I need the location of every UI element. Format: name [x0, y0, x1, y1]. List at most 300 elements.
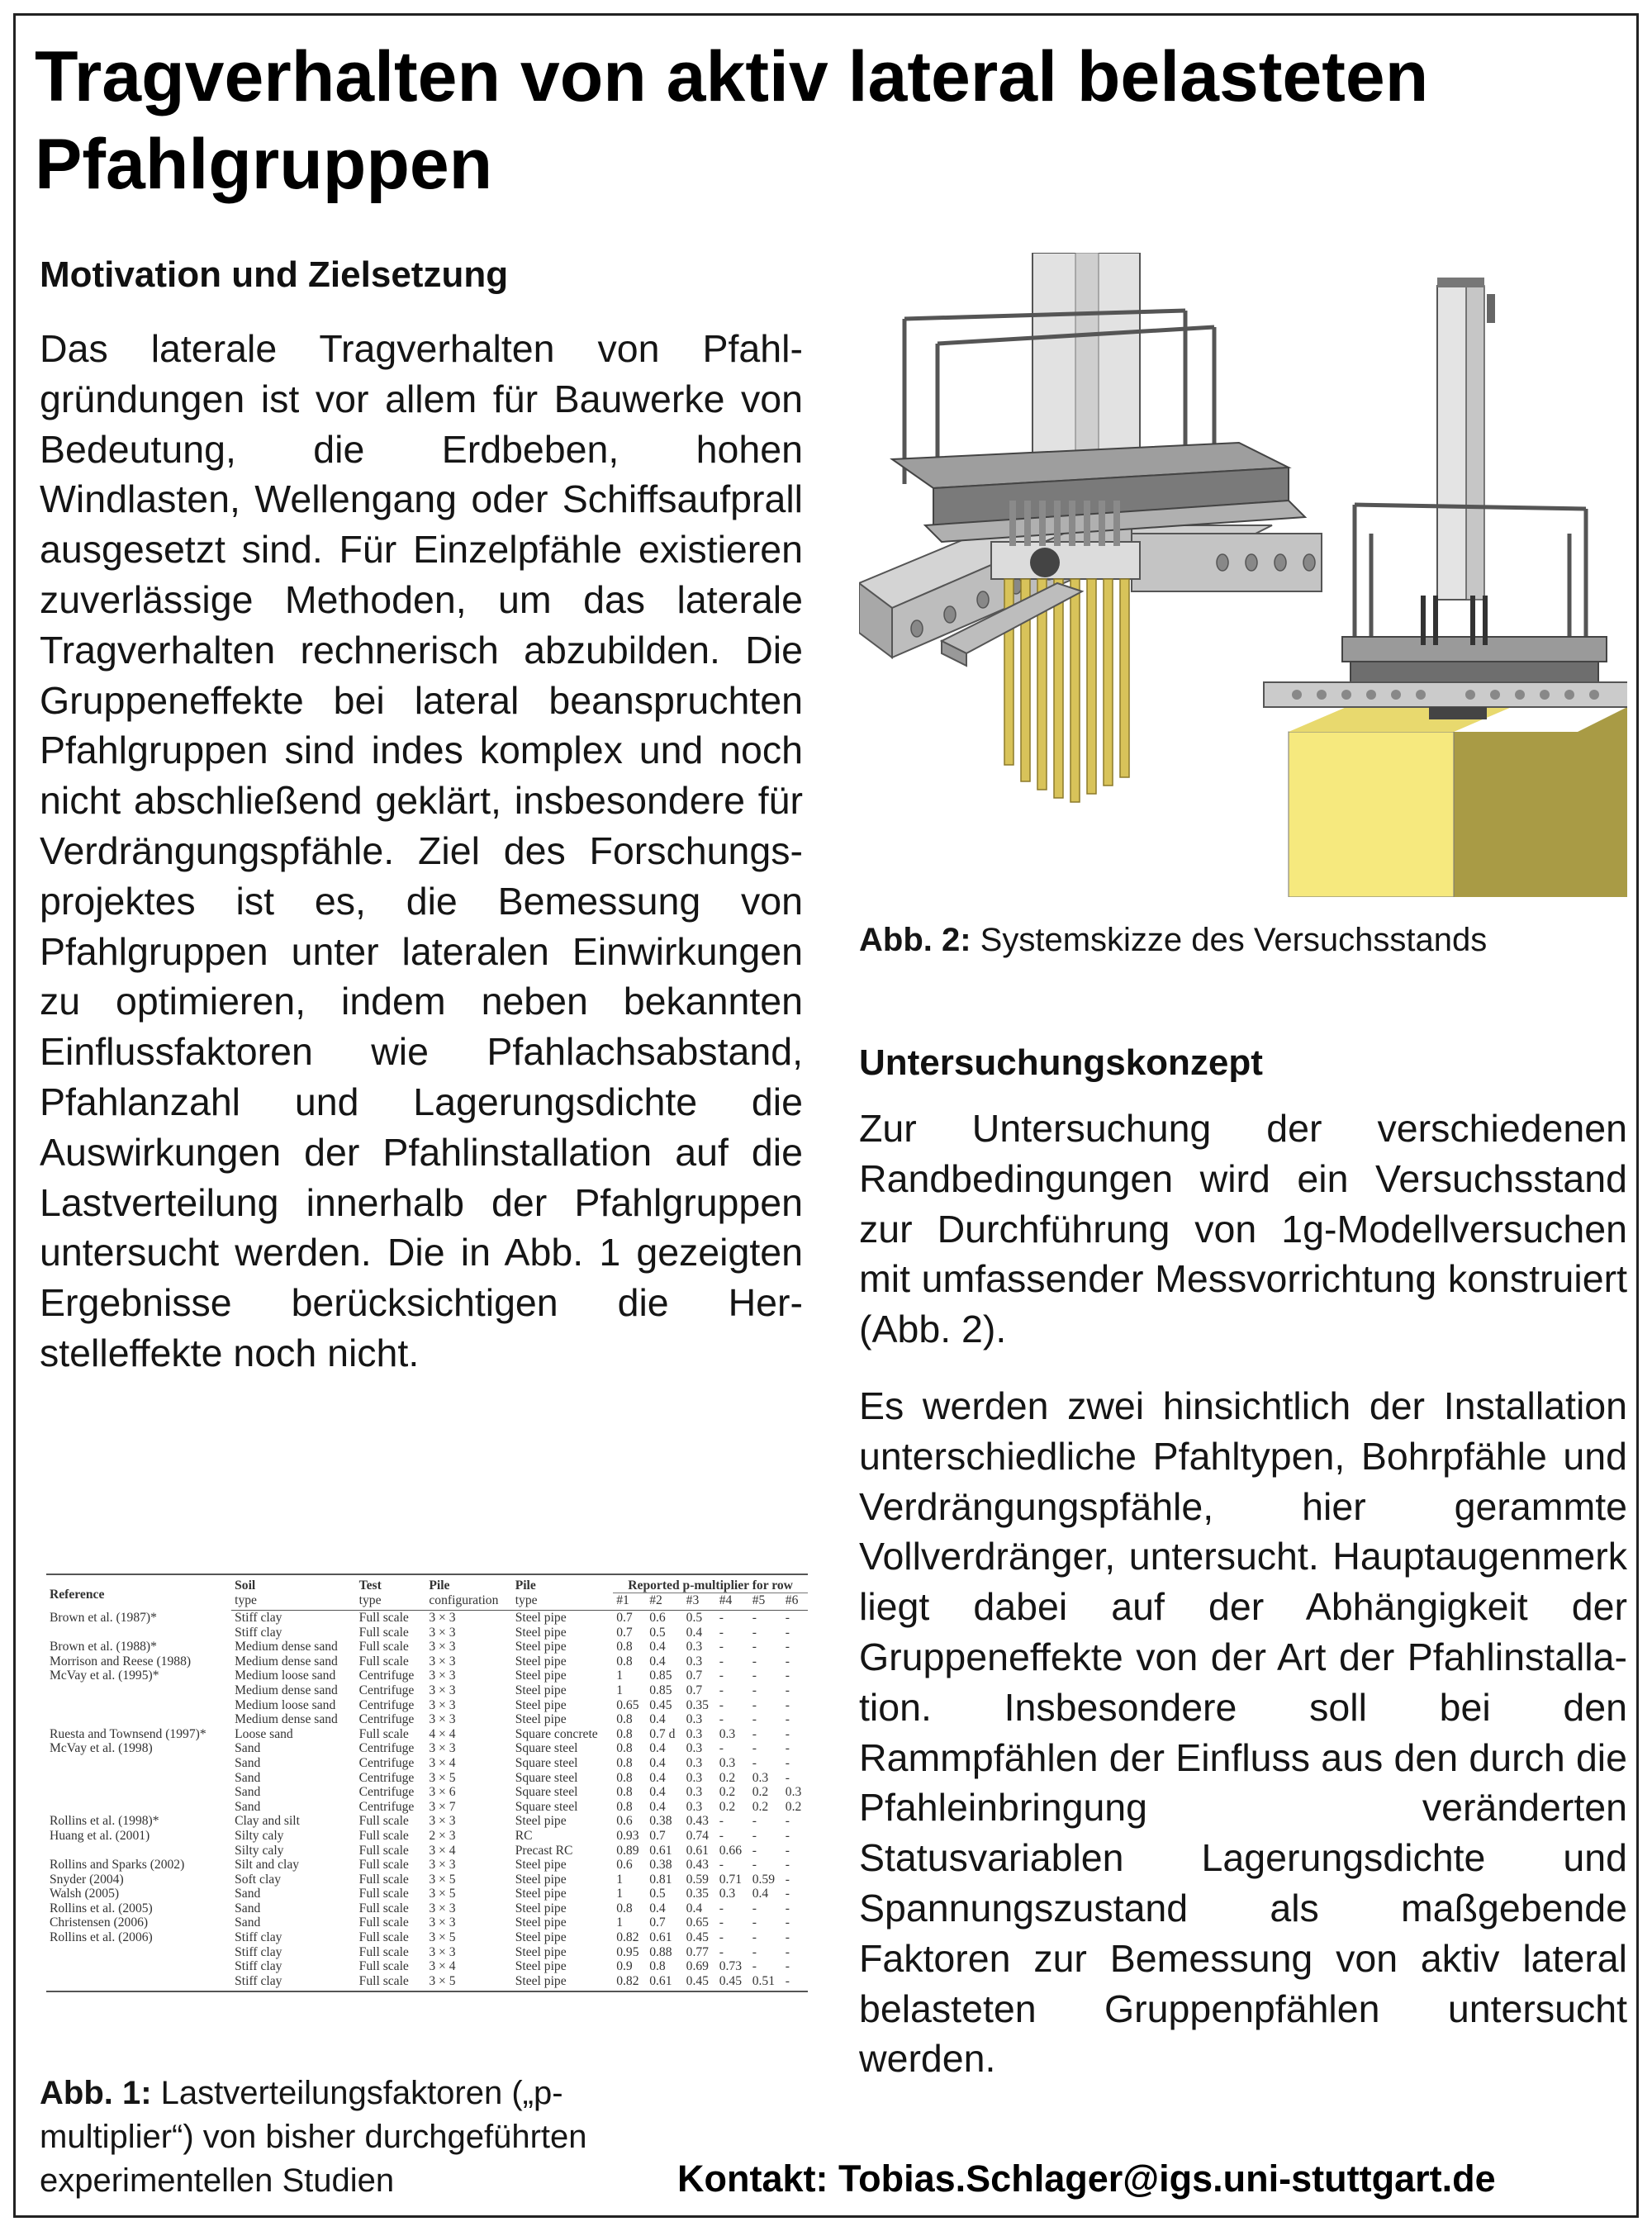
table-cell: Medium loose sand [235, 1697, 336, 1712]
table-cell: 0.8 [616, 1901, 633, 1915]
table-cell: Full scale [358, 1640, 409, 1654]
table-cell: - [719, 1915, 724, 1930]
table-cell: 0.6 [649, 1611, 666, 1625]
figure-1-table [46, 1574, 808, 2061]
table-cell: 0.4 [686, 1625, 703, 1640]
table-cell: - [785, 1887, 790, 1901]
figure-1-label: Abb. 1: [40, 2075, 152, 2111]
table-cell: Square concrete [515, 1726, 598, 1741]
table-cell: Sand [235, 1770, 261, 1785]
col-header-test: Test [356, 1574, 426, 1593]
table-cell: 0.4 [649, 1799, 666, 1814]
table-cell: Rollins et al. (1998)* [50, 1814, 159, 1829]
table-subheader-cell: configuration [425, 1593, 511, 1611]
table-cell: - [719, 1712, 724, 1727]
table-cell: - [785, 1741, 790, 1756]
table-cell: Full scale [358, 1959, 409, 1974]
table-cell: Full scale [358, 1901, 409, 1915]
table-cell [46, 1959, 231, 1974]
table-cell: 3 × 3 [429, 1901, 456, 1915]
table-cell: 3 × 3 [429, 1814, 456, 1829]
table-cell: - [785, 1726, 790, 1741]
right-column [1437, 286, 1470, 600]
table-cell: 0.88 [649, 1944, 672, 1959]
table-cell: Morrison and Reese (1988) [50, 1654, 192, 1669]
page-title: Tragverhalten von aktiv lateral belasteten Pfahlgruppen [35, 37, 1429, 204]
table-cell: Stiff clay [231, 1974, 356, 1992]
table-cell: - [785, 1683, 790, 1697]
table-cell: Stiff clay [235, 1930, 282, 1945]
table-row [46, 1611, 808, 1626]
table-cell: 0.7 [616, 1611, 633, 1625]
table-cell: Centrifuge [358, 1785, 415, 1800]
table-cell: Centrifuge [358, 1741, 415, 1756]
figure-1-caption [40, 2072, 700, 2203]
section-heading-konzept: Untersuchungskonzept [859, 1042, 1263, 1083]
table-cell: 3 × 3 [429, 1858, 456, 1873]
table-cell: Steel pipe [515, 1697, 567, 1712]
table-cell: 0.8 [616, 1741, 633, 1756]
table-row [46, 1858, 808, 1873]
table-cell: Sand [235, 1755, 261, 1770]
table-cell: Full scale [358, 1887, 409, 1901]
table-cell: 0.69 [686, 1959, 709, 1974]
table-cell: Steel pipe [515, 1901, 567, 1915]
table-cell: 0.74 [686, 1828, 709, 1843]
table-cell: 0.2 [785, 1799, 802, 1814]
table-cell: 0.4 [686, 1901, 703, 1915]
table-cell: Silty caly [235, 1828, 284, 1843]
table-row [46, 1654, 808, 1669]
table-cell: - [719, 1930, 724, 1945]
table-cell: 0.7 d [649, 1726, 676, 1741]
table-row [46, 1741, 808, 1756]
table-cell: Sand [235, 1901, 261, 1915]
table-cell: 0.3 [686, 1741, 703, 1756]
table-cell: - [785, 1944, 790, 1959]
table-cell: 0.9 [616, 1959, 633, 1974]
figure-1-caption-text: Lastverteilungsfaktoren („p-multiplier“) von bisher durchgeführten experimentellen Studien [40, 2075, 587, 2199]
table-subheader-cell: #4 [716, 1593, 749, 1611]
table-cell: - [752, 1726, 757, 1741]
table-cell: Full scale [358, 1611, 409, 1625]
col-header-reported: Reported p-multiplier for row [613, 1574, 808, 1593]
table-cell [46, 1712, 231, 1727]
table-cell: - [719, 1640, 724, 1654]
table-cell: Stiff clay [235, 1625, 282, 1640]
table-cell: - [785, 1915, 790, 1930]
table-cell: 0.2 [752, 1799, 769, 1814]
table-cell: 3 × 3 [429, 1654, 456, 1669]
table-cell: - [752, 1858, 757, 1873]
table-cell: 0.65 [686, 1915, 709, 1930]
table-cell: 3 × 5 [429, 1930, 456, 1945]
table-row [46, 1829, 808, 1844]
table-cell: 0.8 [616, 1640, 633, 1654]
table-cell: - [785, 1755, 790, 1770]
table-cell: 1 [616, 1683, 623, 1697]
table-cell: Steel pipe [515, 1683, 567, 1697]
table-cell: Full scale [358, 1915, 409, 1930]
table-cell: 1 [616, 1915, 623, 1930]
table-cell: McVay et al. (1995)* [50, 1669, 159, 1683]
figure-2-caption [859, 919, 1635, 962]
table-cell [46, 1974, 231, 1992]
table-cell: - [752, 1901, 757, 1915]
table-row [46, 1959, 808, 1974]
table-subheader-cell: #1 [613, 1593, 646, 1611]
table-cell: Steel pipe [515, 1930, 567, 1945]
table-cell: Steel pipe [515, 1944, 567, 1959]
table-cell: - [719, 1683, 724, 1697]
table-cell: 3 × 3 [429, 1741, 456, 1756]
table-cell: Centrifuge [358, 1712, 415, 1727]
table-cell: 0.4 [649, 1755, 666, 1770]
table-cell: Steel pipe [515, 1712, 567, 1727]
table-cell: 0.3 [785, 1785, 802, 1800]
table-cell: Centrifuge [358, 1697, 415, 1712]
table-row [46, 1930, 808, 1945]
table-cell: 0.95 [616, 1944, 639, 1959]
table-cell: - [752, 1611, 757, 1625]
table-subheader-cell: #3 [683, 1593, 716, 1611]
table-cell: 0.7 [649, 1915, 666, 1930]
table-cell: - [752, 1640, 757, 1654]
table-row [46, 1727, 808, 1742]
table-cell: 3 × 6 [429, 1785, 456, 1800]
table-row [46, 1873, 808, 1887]
table-cell: - [782, 1974, 808, 1992]
table-cell: Centrifuge [358, 1799, 415, 1814]
table-cell: 0.3 [686, 1799, 703, 1814]
table-cell: - [785, 1654, 790, 1669]
table-cell: Rollins and Sparks (2002) [50, 1858, 185, 1873]
table-cell: Ruesta and Townsend (1997)* [50, 1726, 206, 1741]
table-cell: 0.93 [616, 1828, 639, 1843]
table-cell: - [719, 1625, 724, 1640]
figure-2-drawing [859, 253, 1627, 897]
table-cell: 0.7 [616, 1625, 633, 1640]
table-row [46, 1712, 808, 1727]
table-cell: Loose sand [235, 1726, 293, 1741]
table-cell: Steel pipe [515, 1640, 567, 1654]
figure-2-label: Abb. 2: [859, 922, 971, 958]
table-row [46, 1771, 808, 1786]
table-cell: 0.71 [719, 1872, 742, 1887]
table-cell: - [719, 1901, 724, 1915]
table-cell: - [785, 1770, 790, 1785]
table-cell: 0.85 [649, 1669, 672, 1683]
table-cell: 0.77 [686, 1944, 709, 1959]
table-cell: 0.3 [686, 1640, 703, 1654]
table-row [46, 1698, 808, 1713]
table-cell: 0.8 [616, 1785, 633, 1800]
table-cell: 3 × 4 [429, 1755, 456, 1770]
table-cell: McVay et al. (1998) [50, 1741, 153, 1756]
table-cell: Full scale [358, 1872, 409, 1887]
table-cell: - [752, 1669, 757, 1683]
table-cell: 0.4 [649, 1654, 666, 1669]
table-cell: - [752, 1755, 757, 1770]
table-cell: Full scale [358, 1814, 409, 1829]
table-cell: Centrifuge [358, 1770, 415, 1785]
table-cell: 0.2 [719, 1799, 736, 1814]
table-cell [46, 1800, 231, 1815]
table-cell [46, 1683, 231, 1698]
table-cell: Full scale [356, 1974, 426, 1992]
table-cell: Stiff clay [235, 1959, 282, 1974]
table-row [46, 1844, 808, 1858]
table-cell: Rollins et al. (2006) [50, 1930, 153, 1945]
table-cell: - [719, 1697, 724, 1712]
col-header-soil: Soil [231, 1574, 356, 1593]
table-row [46, 1901, 808, 1916]
table-row [46, 1669, 808, 1683]
table-cell: - [719, 1858, 724, 1873]
table-cell: 4 × 4 [429, 1726, 456, 1741]
table-cell: 3 × 5 [429, 1872, 456, 1887]
table-cell: 0.7 [686, 1669, 703, 1683]
table-cell: 0.2 [752, 1785, 769, 1800]
table-cell: 0.89 [616, 1843, 639, 1858]
table-subheader-cell: type [512, 1593, 614, 1611]
table-cell: - [752, 1712, 757, 1727]
table-cell: - [752, 1625, 757, 1640]
test-rig-sketch [859, 253, 1627, 897]
table-cell: 0.2 [719, 1785, 736, 1800]
table-cell: 0.51 [749, 1974, 782, 1992]
table-cell: 0.45 [716, 1974, 749, 1992]
table-subheader-cell: #2 [646, 1593, 682, 1611]
table-subheader-cell: #6 [782, 1593, 808, 1611]
soil-box-front [1289, 732, 1454, 897]
right-column-side [1466, 286, 1484, 600]
table-cell: Precast RC [515, 1843, 573, 1858]
table-row [46, 1887, 808, 1901]
table-cell: - [752, 1959, 757, 1974]
table-cell: - [785, 1930, 790, 1945]
table-cell: 0.4 [649, 1712, 666, 1727]
table-cell: Walsh (2005) [50, 1887, 120, 1901]
table-cell: Square steel [515, 1799, 578, 1814]
col-header-reference: Reference [46, 1574, 231, 1611]
table-cell [46, 1626, 231, 1640]
table-cell: Full scale [358, 1726, 409, 1741]
table-cell: 3 × 3 [429, 1944, 456, 1959]
table-subheader-cell: type [356, 1593, 426, 1611]
table-row [46, 1626, 808, 1640]
load-cell [1030, 548, 1060, 577]
table-cell: 0.85 [649, 1683, 672, 1697]
table-cell: - [752, 1814, 757, 1829]
table-cell: Silty caly [235, 1843, 284, 1858]
contact-line: Kontakt: Tobias.Schlager@igs.uni-stuttgart.de [677, 2157, 1496, 2200]
table-cell: 0.3 [686, 1770, 703, 1785]
table-cell: 0.82 [613, 1974, 646, 1992]
table-cell: - [719, 1654, 724, 1669]
table-body [46, 1611, 808, 1992]
table-cell: Sand [235, 1785, 261, 1800]
table-cell: 0.4 [649, 1741, 666, 1756]
table-row [46, 1785, 808, 1800]
table-cell: Sand [235, 1887, 261, 1901]
table-cell: Medium dense sand [235, 1654, 338, 1669]
table-cell: 0.81 [649, 1872, 672, 1887]
table-cell: Steel pipe [515, 1654, 567, 1669]
table-cell: 0.3 [719, 1726, 736, 1741]
table-cell: - [752, 1741, 757, 1756]
table-cell: 0.3 [686, 1654, 703, 1669]
table-cell: Brown et al. (1988)* [50, 1640, 157, 1654]
table-cell: 2 × 3 [429, 1828, 456, 1843]
table-cell: 0.61 [649, 1843, 672, 1858]
table-cell: 0.3 [686, 1755, 703, 1770]
table-cell: - [752, 1697, 757, 1712]
table-cell: 3 × 3 [429, 1625, 456, 1640]
table-cell: 0.35 [686, 1887, 709, 1901]
table-subheader-cell: type [231, 1593, 356, 1611]
table-cell: 3 × 5 [429, 1770, 456, 1785]
table-cell: Medium loose sand [235, 1669, 336, 1683]
table-cell: Steel pipe [515, 1611, 567, 1625]
table-cell: 0.59 [752, 1872, 776, 1887]
table-cell: Stiff clay [235, 1944, 282, 1959]
table-row [46, 1814, 808, 1829]
table-cell: Full scale [358, 1930, 409, 1945]
table-cell: Brown et al. (1987)* [50, 1610, 157, 1625]
table-cell: 0.3 [686, 1726, 703, 1741]
col-header-pile-config: Pile [425, 1574, 511, 1593]
table-cell: 3 × 4 [429, 1843, 456, 1858]
table-cell: 3 × 3 [429, 1915, 456, 1930]
table-cell [46, 1945, 231, 1960]
table-cell: 3 × 4 [429, 1959, 456, 1974]
table-cell: Clay and silt [235, 1814, 300, 1829]
table-cell: 3 × 3 [429, 1669, 456, 1683]
table-cell: Medium dense sand [235, 1712, 338, 1727]
pile-cap [991, 542, 1140, 579]
table-cell: 0.8 [616, 1712, 633, 1727]
table-cell: 0.4 [649, 1785, 666, 1800]
table-cell: 0.3 [719, 1755, 736, 1770]
table-cell: - [719, 1741, 724, 1756]
table-cell: 0.3 [686, 1785, 703, 1800]
table-cell: 0.8 [616, 1654, 633, 1669]
table-cell: Steel pipe [515, 1887, 567, 1901]
table-cell: Full scale [358, 1654, 409, 1669]
table-cell: - [785, 1872, 790, 1887]
table-cell: Christensen (2006) [50, 1915, 149, 1930]
table-cell: 0.5 [649, 1887, 666, 1901]
table-cell: 0.5 [649, 1625, 666, 1640]
table-cell: 0.8 [616, 1755, 633, 1770]
motivation-paragraph: Das laterale Tragverhalten von Pfahlgründungen ist vor allem für Bauwerke von Bedeutung, die Erdbeben, hohen Windlasten, Wellengang oder Schiffsaufprall ausgesetzt sind. Für Einzelpfähle existieren zuverlässige Methoden, um das laterale Tragverhalten rechnerisch abzubilden. Die Gruppeneffekte bei lateral beanspruchten Pfahlgruppen sind indes komplex und noch nicht abschließend geklärt, insbesondere für Verdrängungspfähle. Ziel des Forschungsprojektes ist es, die Bemessung von Pfahlgruppen unter lateralen Einwirkungen zu optimieren, indem neben bekannten Einflussfaktoren wie Pfahlachsabstand, Pfahlanzahl und Lagerungsdichte die Auswirkungen der Pfahlinstallation auf die Lastverteilung innerhalb der Pfahlgruppen untersucht werden. Die in Abb. 1 gezeigten Ergebnisse berücksichtigen die Herstelleffekte noch nicht. [40, 327, 803, 1374]
col-header-pile-type: Pile [512, 1574, 614, 1593]
table-cell: Steel pipe [512, 1974, 614, 1992]
table-cell: Medium dense sand [235, 1683, 338, 1697]
table-cell: - [785, 1828, 790, 1843]
table-cell: 0.8 [616, 1799, 633, 1814]
table-cell: Steel pipe [515, 1872, 567, 1887]
table-cell: - [785, 1697, 790, 1712]
table-cell: - [785, 1901, 790, 1915]
table-cell: Square steel [515, 1741, 578, 1756]
table-cell: Soft clay [235, 1872, 281, 1887]
table-row [46, 1683, 808, 1698]
table-cell [46, 1844, 231, 1858]
table-cell: Steel pipe [515, 1669, 567, 1683]
table-cell: 0.7 [649, 1828, 666, 1843]
table-cell: 0.7 [686, 1683, 703, 1697]
table-cell: 0.5 [686, 1611, 703, 1625]
table-cell [46, 1698, 231, 1713]
table-cell: - [785, 1640, 790, 1654]
table-cell: Sand [235, 1915, 261, 1930]
table-cell: Silt and clay [235, 1858, 300, 1873]
table-cell: Steel pipe [515, 1858, 567, 1873]
table-subheader-cell: #5 [749, 1593, 782, 1611]
table-row [46, 1915, 808, 1930]
table-cell: - [752, 1683, 757, 1697]
table-cell: Centrifuge [358, 1683, 415, 1697]
table-cell: Rollins et al. (2005) [50, 1901, 153, 1915]
table-cell: 0.82 [616, 1930, 639, 1945]
table-cell: 0.6 [616, 1814, 633, 1829]
table-cell: - [785, 1611, 790, 1625]
table-cell: 0.3 [686, 1712, 703, 1727]
table-cell: - [785, 1959, 790, 1974]
konzept-paragraph-2: Es werden zwei hinsichtlich der Installation unterschiedliche Pfahltypen, Bohrpfähle und Verdrängungspfähle, hier gerammte Vollverdränger, untersucht. Hauptaugenmerk liegt dabei auf der Abhängigkeit der Gruppeneffekte von der Art der Pfahlinstallation. Insbesondere soll bei den Rammpfählen der Einfluss aus den durch die Pfahleinbringung veränderten Statusvariablen Lagerungsdichte und Spannungszustand als maßgebende Faktoren zur Bemessung von aktiv lateral belasteten Gruppenpfählen untersucht werden. [859, 1384, 1627, 2081]
table-cell: 3 × 3 [429, 1640, 456, 1654]
table-cell: 0.45 [683, 1974, 716, 1992]
table-cell: - [752, 1930, 757, 1945]
table-cell: - [752, 1843, 757, 1858]
table-cell: 3 × 7 [429, 1799, 456, 1814]
table-cell: Full scale [358, 1625, 409, 1640]
table-cell: 0.38 [649, 1858, 672, 1873]
table-cell: Full scale [358, 1944, 409, 1959]
table-cell: 0.2 [719, 1770, 736, 1785]
table-cell: 3 × 5 [425, 1974, 511, 1992]
table-cell: Sand [235, 1799, 261, 1814]
table-cell: Centrifuge [358, 1755, 415, 1770]
table-cell [46, 1785, 231, 1800]
table-cell: Full scale [358, 1843, 409, 1858]
table-cell: - [719, 1944, 724, 1959]
table-cell: 0.66 [719, 1843, 742, 1858]
table-cell: - [752, 1654, 757, 1669]
right-pile-cap [1429, 707, 1487, 719]
table-cell: Medium dense sand [235, 1640, 338, 1654]
table-cell: 0.43 [686, 1814, 709, 1829]
table-cell: Square steel [515, 1785, 578, 1800]
table-row [46, 1800, 808, 1815]
table-cell: 0.61 [686, 1843, 709, 1858]
table-cell [46, 1771, 231, 1786]
table-cell: 0.35 [686, 1697, 709, 1712]
table-cell: 0.6 [616, 1858, 633, 1873]
table-cell: 0.61 [646, 1974, 682, 1992]
table-cell: 1 [616, 1887, 623, 1901]
table-cell: Steel pipe [515, 1959, 567, 1974]
table-cell: 0.45 [686, 1930, 709, 1945]
figure-2-caption-text: Systemskizze des Versuchsstands [971, 922, 1488, 958]
table-cell: - [719, 1611, 724, 1625]
table-cell: 0.59 [686, 1872, 709, 1887]
table-cell: - [785, 1814, 790, 1829]
table-cell: - [785, 1625, 790, 1640]
table-cell: - [752, 1828, 757, 1843]
